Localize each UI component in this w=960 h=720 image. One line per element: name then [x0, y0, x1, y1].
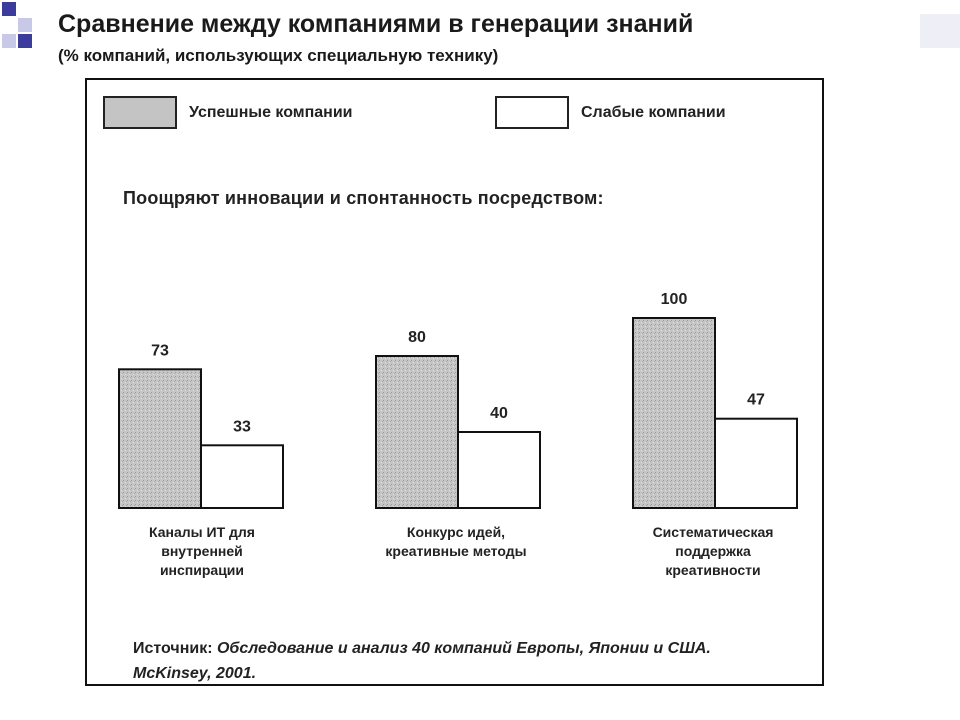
bar-weak-3 — [715, 419, 797, 508]
source-prefix: Источник: — [133, 640, 217, 657]
legend-label-successful: Успешные компании — [189, 103, 353, 121]
corner-decoration-left — [0, 0, 48, 52]
bar-successful-1 — [119, 369, 201, 508]
data-label: 33 — [233, 418, 251, 436]
deco-square-light — [18, 18, 32, 32]
category-label: Каналы ИТ для внутренней инспирации — [149, 524, 255, 578]
source-note — [133, 636, 793, 686]
bar-successful-2 — [376, 356, 458, 508]
category-label: Конкурс идей, креативные методы — [385, 524, 527, 559]
slide-subtitle: (% компаний, использующих специальную технику) — [58, 46, 499, 65]
category-label: Систематическая поддержка креативности — [652, 524, 774, 578]
slide-title: Сравнение между компаниями в генерации знаний — [58, 10, 694, 38]
deco-square-dark — [2, 2, 16, 16]
data-label: 73 — [151, 342, 169, 360]
bar-successful-3 — [633, 318, 715, 508]
bar-weak-2 — [458, 432, 540, 508]
chart-figure — [85, 78, 824, 686]
deco-square-dark — [18, 34, 32, 48]
bar-weak-1 — [201, 445, 283, 508]
deco-square-light — [2, 34, 16, 48]
legend-label-weak: Слабые компании — [581, 103, 726, 121]
data-label: 47 — [747, 391, 765, 409]
data-label: 100 — [660, 291, 688, 308]
deco-square-faint — [920, 14, 960, 48]
source-text: Обследование и анализ 40 компаний Европы, Японии и США. McKinsey, 2001. — [133, 640, 711, 682]
chart-title: Поощряют инновации и спонтанность посредством: — [123, 188, 604, 208]
bar-chart — [87, 80, 822, 520]
data-label: 80 — [408, 329, 426, 346]
data-label: 40 — [490, 405, 508, 422]
corner-decoration-right — [920, 14, 960, 48]
